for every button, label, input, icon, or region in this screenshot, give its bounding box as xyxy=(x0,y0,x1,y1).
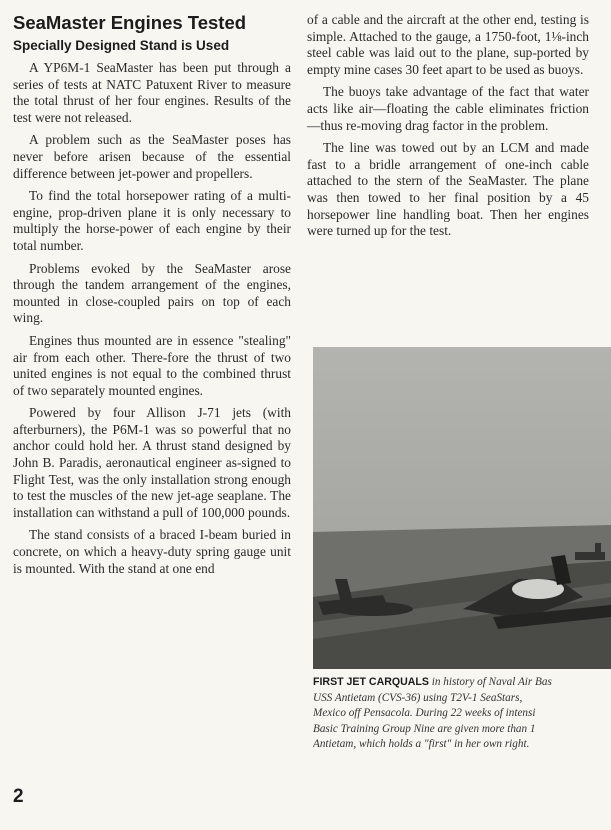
carrier-photo-image xyxy=(313,347,611,669)
page-number: 2 xyxy=(13,786,24,807)
paragraph: The stand consists of a braced I-beam buried in concrete, on which a heavy-duty spring gauge unit is mounted. With the stand at one end xyxy=(13,527,291,576)
caption-line: Antietam, which holds a "first" in her own right. xyxy=(313,738,530,751)
caption-line: in history of Naval Air Bas xyxy=(428,676,552,688)
paragraph: A problem such as the SeaMaster poses has never before arisen because of the essential difference between jet-power and propellers. xyxy=(13,132,291,181)
carrier-photo xyxy=(313,347,611,669)
left-column xyxy=(13,12,291,583)
right-column xyxy=(307,12,589,246)
photo-caption xyxy=(313,675,611,753)
paragraph: Powered by four Allison J-71 jets (with afterburners), the P6M-1 was so powerful that no anchor could hold her. A thrust stand designed by John B. Paradis, aeronautical engineer as-signed to Flight Test, was the only installation strong enough to test the muscles of the new jet-age seaplane. The installation can withstand a pull of 100,000 pounds. xyxy=(13,405,291,520)
paragraph: To find the total horsepower rating of a multi-engine, prop-driven plane it is only necessary to multiply the horse-power of each engine by their total number. xyxy=(13,188,291,253)
paragraph: Engines thus mounted are in essence "stealing" air from each other. There-fore the thrust of two united engines is not equal to the combined thrust of two separately mounted engines. xyxy=(13,332,291,398)
caption-line: Basic Training Group Nine are given more than 1 xyxy=(313,722,536,735)
caption-line: USS Antietam (CVS-36) using T2V-1 SeaStars, xyxy=(313,691,523,704)
paragraph: of a cable and the aircraft at the other end, testing is simple. Attached to the gauge, a 1750-foot, 1⅛-inch steel cable was laid out to the plane, sup-ported by empty mine cases 30 feet apart to be used as buoys. xyxy=(307,12,589,77)
paragraph: The line was towed out by an LCM and made fast to a bridle arrangement of one-inch cable attached to the stern of the SeaMaster. The plane was then towed to her final position by a 45 horsepower line handling boat. Then her engines were turned up for the test. xyxy=(307,140,589,239)
paragraph: Problems evoked by the SeaMaster arose through the tandem arrangement of the engines, mounted in close-coupled pairs on top of each wing. xyxy=(13,260,291,326)
paragraph: A YP6M-1 SeaMaster has been put through a series of tests at NATC Patuxent River to measure the total thrust of her four engines. Results of the test were not released. xyxy=(13,60,291,125)
paragraph: The buoys take advantage of the fact that water acts like air—floating the cable eliminates friction—thus re-moving drag factor in the problem. xyxy=(307,84,589,133)
article-headline: SeaMaster Engines Tested xyxy=(13,12,247,33)
article-subhead: Specially Designed Stand is Used xyxy=(13,38,230,53)
caption-lead: FIRST JET CARQUALS xyxy=(313,676,429,688)
caption-line: Mexico off Pensacola. During 22 weeks of intensi xyxy=(313,707,536,720)
